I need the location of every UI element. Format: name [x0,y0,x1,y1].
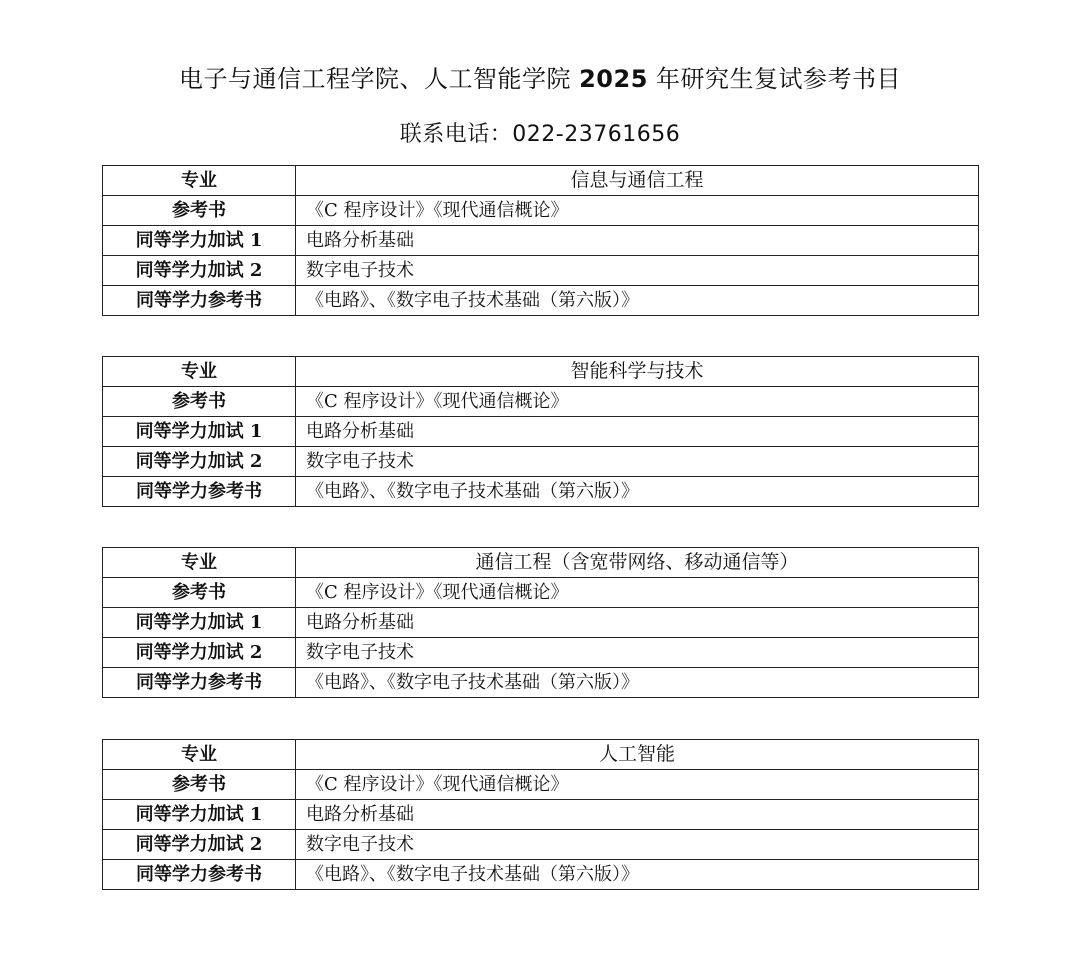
equiv-ref-books-value: 《电路》、《数字电子技术基础（第六版）》 [296,668,979,698]
contact-phone: 联系电话：022-23761656 [399,122,681,147]
extra-exam-2-label: 同等学力加试 2 [103,638,296,668]
extra-exam-2-value: 数字电子技术 [296,256,979,286]
extra-exam-2-label: 同等学力加试 2 [103,256,296,286]
table-row [103,286,979,316]
ref-books-label: 参考书 [103,578,296,608]
table-row [103,166,979,196]
table-row [103,226,979,256]
table-row [103,357,979,387]
title-year: 2025 [579,65,648,93]
table-row [103,860,979,890]
ref-books-value: 《C 程序设计》《现代通信概论》 [296,196,979,226]
ref-books-value: 《C 程序设计》《现代通信概论》 [296,387,979,417]
table-row [103,256,979,286]
table-row [103,417,979,447]
table-row [103,477,979,507]
major-label: 专业 [103,166,296,196]
equiv-ref-books-value: 《电路》、《数字电子技术基础（第六版）》 [296,477,979,507]
equiv-ref-books-label: 同等学力参考书 [103,477,296,507]
major-name: 智能科学与技术 [296,357,979,387]
major-name: 通信工程（含宽带网络、移动通信等） [296,548,979,578]
ref-books-label: 参考书 [103,196,296,226]
extra-exam-1-value: 电路分析基础 [296,800,979,830]
major-name: 信息与通信工程 [296,166,979,196]
major-table-artificial-intelligence [102,739,979,890]
extra-exam-2-label: 同等学力加试 2 [103,447,296,477]
table-row [103,447,979,477]
ref-books-value: 《C 程序设计》《现代通信概论》 [296,770,979,800]
extra-exam-1-value: 电路分析基础 [296,608,979,638]
extra-exam-2-value: 数字电子技术 [296,830,979,860]
table-row [103,196,979,226]
extra-exam-1-value: 电路分析基础 [296,226,979,256]
ref-books-label: 参考书 [103,387,296,417]
equiv-ref-books-label: 同等学力参考书 [103,286,296,316]
major-label: 专业 [103,548,296,578]
table-row [103,387,979,417]
table-row [103,548,979,578]
major-label: 专业 [103,357,296,387]
major-label: 专业 [103,740,296,770]
extra-exam-1-label: 同等学力加试 1 [103,417,296,447]
extra-exam-2-value: 数字电子技术 [296,638,979,668]
extra-exam-1-label: 同等学力加试 1 [103,226,296,256]
table-row [103,668,979,698]
extra-exam-2-value: 数字电子技术 [296,447,979,477]
table-row [103,740,979,770]
extra-exam-1-value: 电路分析基础 [296,417,979,447]
ref-books-label: 参考书 [103,770,296,800]
table-row [103,578,979,608]
table-row [103,608,979,638]
title-suffix: 年研究生复试参考书目 [656,65,902,93]
title-prefix: 电子与通信工程学院、人工智能学院 [178,65,571,93]
extra-exam-2-label: 同等学力加试 2 [103,830,296,860]
equiv-ref-books-label: 同等学力参考书 [103,860,296,890]
equiv-ref-books-label: 同等学力参考书 [103,668,296,698]
extra-exam-1-label: 同等学力加试 1 [103,608,296,638]
major-table-communication-engineering [102,547,979,698]
table-row [103,830,979,860]
table-row [103,770,979,800]
major-table-intelligent-science [102,356,979,507]
major-name: 人工智能 [296,740,979,770]
extra-exam-1-label: 同等学力加试 1 [103,800,296,830]
major-table-information-communication [102,165,979,316]
table-row [103,638,979,668]
equiv-ref-books-value: 《电路》、《数字电子技术基础（第六版）》 [296,860,979,890]
page-title [0,62,1080,96]
ref-books-value: 《C 程序设计》《现代通信概论》 [296,578,979,608]
table-row [103,800,979,830]
equiv-ref-books-value: 《电路》、《数字电子技术基础（第六版）》 [296,286,979,316]
